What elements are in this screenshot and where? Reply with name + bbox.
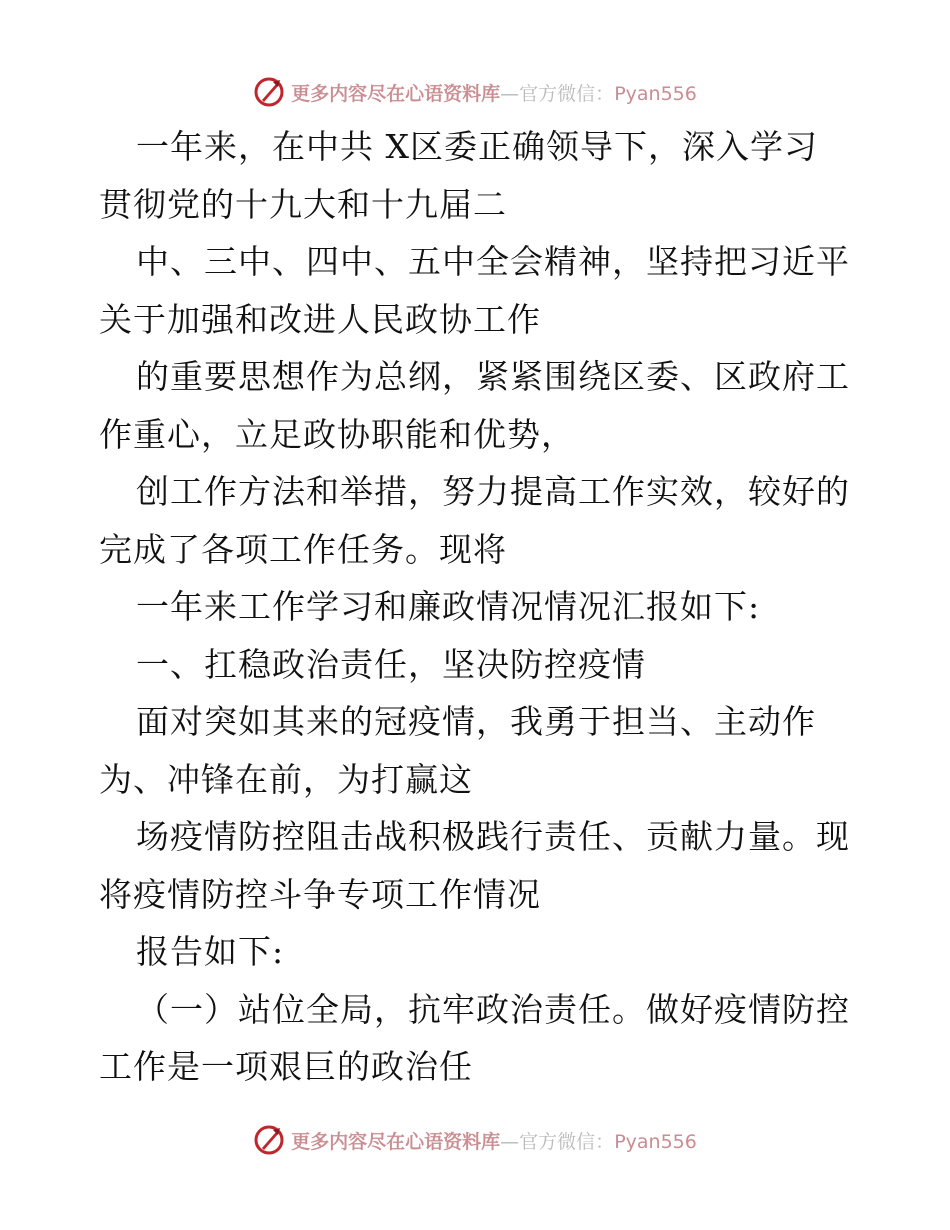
document-body [99, 118, 859, 1096]
text-line: 中、三中、四中、五中全会精神，坚持把习近平 [136, 242, 850, 281]
text-line: 一、扛稳政治责任，坚决防控疫情 [136, 644, 646, 684]
text-line: 报告如下: [136, 932, 285, 971]
text-line: 贯彻党的十九大和十九届二 [99, 184, 507, 224]
header-watermark [0, 72, 950, 112]
text-line: 面对突如其来的冠疫情，我勇于担当、主动作 [136, 702, 816, 741]
watermark-text: 更多内容尽在心语资料库—官方微信：Pyan556 [291, 82, 697, 105]
text-line: 的重要思想作为总纲，紧紧围绕区委、区政府工 [136, 357, 850, 396]
text-line: 为、冲锋在前，为打赢这 [99, 759, 473, 799]
text-line: 场疫情防控阻击战积极践行责任、贡献力量。现 [136, 817, 850, 856]
text-line: 一年来，在中共 X区委正确领导下，深入学习 [136, 127, 818, 166]
text-line: 关于加强和改进人民政协工作 [99, 299, 541, 339]
quill-logo-icon [253, 1124, 285, 1156]
text-line: （一）站位全局，抗牢政治责任。做好疫情防控 [136, 989, 850, 1029]
text-line: 完成了各项工作任务。现将 [99, 529, 507, 569]
text-line: 将疫情防控斗争专项工作情况 [99, 874, 541, 914]
text-line: 作重心，立足政协职能和优势， [99, 414, 575, 454]
footer-watermark [0, 1120, 950, 1160]
text-line: 一年来工作学习和廉政情况情况汇报如下: [136, 587, 761, 626]
text-line: 工作是一项艰巨的政治任 [99, 1047, 473, 1086]
quill-logo-icon [253, 76, 285, 108]
watermark-text: 更多内容尽在心语资料库—官方微信：Pyan556 [291, 1130, 697, 1153]
text-line: 创工作方法和举措，努力提高工作实效，较好的 [136, 472, 850, 511]
